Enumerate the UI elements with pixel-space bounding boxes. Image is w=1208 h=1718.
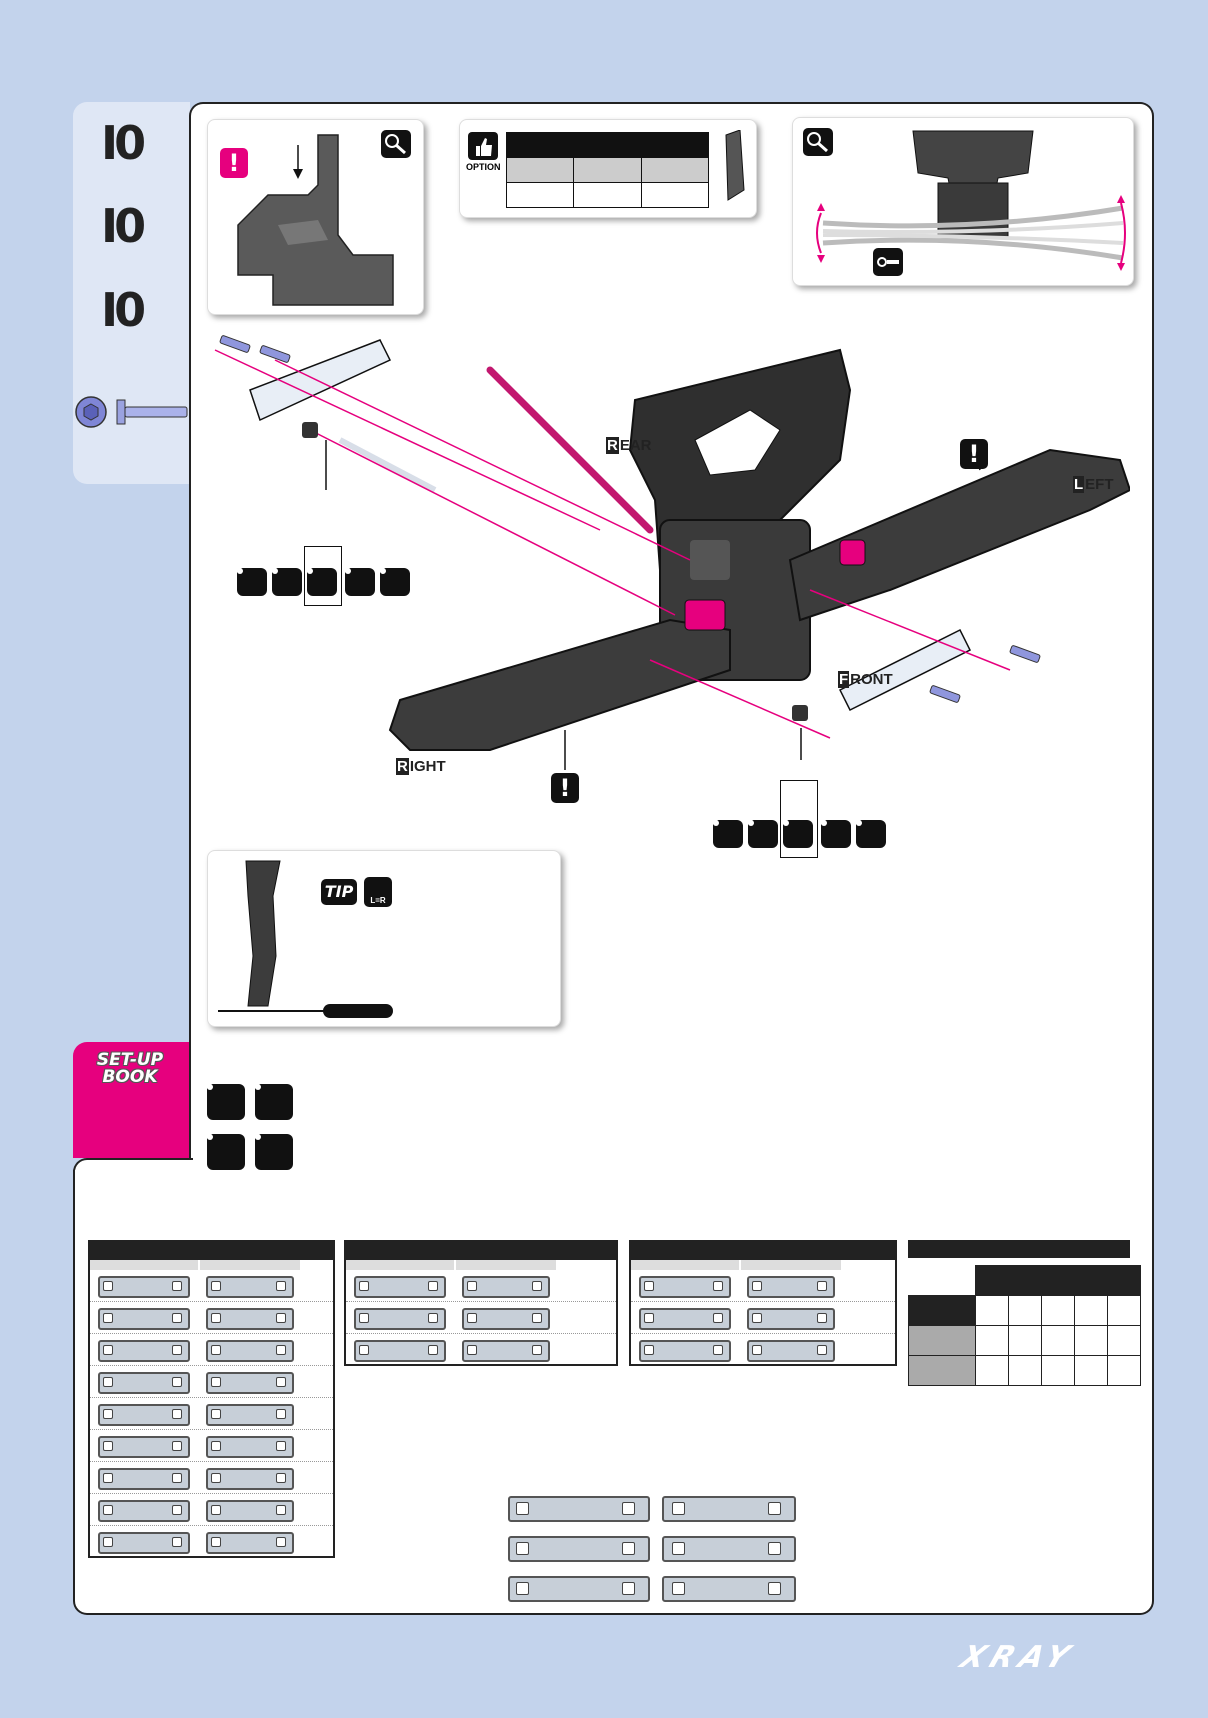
- arm-mount-block: [508, 1496, 650, 1522]
- warning-icon: !: [551, 773, 579, 803]
- settings-row: [631, 1302, 895, 1334]
- insert-position-tile: [237, 568, 267, 596]
- arm-mount-block: [462, 1340, 550, 1362]
- arm-mount-block: [639, 1340, 731, 1362]
- rear-insert-position-selector: [237, 566, 412, 600]
- setup-position-tile: [207, 1134, 245, 1170]
- settings-row: [90, 1462, 333, 1494]
- setup-position-tile: [255, 1084, 293, 1120]
- insert-position-tile: [380, 568, 410, 596]
- right-label-cap: R: [397, 758, 408, 775]
- shock-tower-card: [792, 117, 1134, 286]
- arm-mount-block: [354, 1308, 446, 1330]
- arm-mount-block: [639, 1308, 731, 1330]
- warning-icon: !: [960, 439, 988, 469]
- arm-mount-block: [354, 1276, 446, 1298]
- settings-row: [346, 1302, 616, 1334]
- arm-mount-block: [662, 1576, 796, 1602]
- left-label-cap: L: [1074, 476, 1084, 493]
- shock-tower-flex-illustration: [803, 123, 1128, 278]
- arm-mount-block: [206, 1532, 294, 1554]
- left-right-badge: L=R: [364, 877, 392, 907]
- thumbs-up-icon: [468, 132, 498, 160]
- tip-badge: TIP: [321, 879, 357, 905]
- arm-mount-settings-table-1: [88, 1240, 335, 1558]
- arm-mount-block: [206, 1308, 294, 1330]
- arm-tool-illustration: [218, 856, 398, 1021]
- torque-mark: I0: [101, 116, 143, 170]
- settings-row: [631, 1334, 895, 1365]
- settings-row: [90, 1526, 333, 1557]
- option-card: [459, 119, 757, 218]
- rear-label: [606, 437, 652, 454]
- insert-position-tile: [345, 568, 375, 596]
- arm-mount-block: [98, 1532, 190, 1554]
- arm-mount-block: [206, 1276, 294, 1298]
- arm-mount-block: [98, 1276, 190, 1298]
- settings-row: [90, 1430, 333, 1462]
- option-label: OPTION: [466, 162, 501, 172]
- insert-position-tile: [856, 820, 886, 848]
- settings-row: [90, 1334, 333, 1366]
- rear-label-text: EAR: [619, 437, 652, 454]
- xray-logo: XRAY: [955, 1640, 1081, 1675]
- option-part-illustration: [718, 130, 748, 205]
- settings-row: [90, 1398, 333, 1430]
- settings-row: [346, 1270, 616, 1302]
- detail-card-bulkhead: [207, 119, 424, 315]
- arm-mount-block: [98, 1308, 190, 1330]
- arm-mount-settings-table-3: [629, 1240, 897, 1366]
- tip-card: [207, 850, 561, 1027]
- left-label: [1073, 476, 1114, 493]
- arm-mount-block: [98, 1404, 190, 1426]
- front-label-cap: F: [839, 671, 849, 688]
- arm-mount-block: [354, 1340, 446, 1362]
- settings-row: [346, 1334, 616, 1365]
- torque-mark: I0: [101, 283, 143, 337]
- arm-mount-block: [508, 1536, 650, 1562]
- setup-position-tile: [207, 1084, 245, 1120]
- rear-label-cap: R: [607, 437, 618, 454]
- settings-grid: [908, 1265, 1141, 1386]
- insert-position-tile: [748, 820, 778, 848]
- sidebar: [73, 102, 190, 484]
- setup-book-line2: BOOK: [102, 1067, 158, 1087]
- right-label: [396, 758, 446, 775]
- arm-mount-block: [98, 1436, 190, 1458]
- arm-mount-block: [206, 1372, 294, 1394]
- front-label: [838, 671, 893, 688]
- settings-row: [90, 1366, 333, 1398]
- option-table: [506, 132, 709, 208]
- arm-mount-block: [508, 1576, 650, 1602]
- settings-grid-header: [908, 1240, 1130, 1258]
- torque-mark: I0: [101, 199, 143, 253]
- insert-position-tile: [821, 820, 851, 848]
- front-label-text: RONT: [850, 671, 893, 688]
- settings-row: [90, 1494, 333, 1526]
- setup-position-tile: [255, 1134, 293, 1170]
- arm-mount-block: [98, 1500, 190, 1522]
- arm-mount-block: [206, 1436, 294, 1458]
- arm-mount-block: [747, 1276, 835, 1298]
- arm-mount-block: [462, 1308, 550, 1330]
- arm-mount-block: [206, 1500, 294, 1522]
- setup-book-line1: SET-UP: [96, 1050, 164, 1070]
- arm-mount-block: [98, 1372, 190, 1394]
- left-label-text: EFT: [1085, 476, 1114, 493]
- arm-mount-block: [639, 1276, 731, 1298]
- arm-mount-block: [98, 1468, 190, 1490]
- screw-icon: [73, 392, 190, 432]
- front-insert-position-selector: [713, 818, 888, 852]
- settings-row: [631, 1270, 895, 1302]
- arm-mount-block: [98, 1340, 190, 1362]
- arm-mount-block: [747, 1308, 835, 1330]
- arm-mount-block: [662, 1536, 796, 1562]
- arm-mount-block: [462, 1276, 550, 1298]
- insert-position-tile: [713, 820, 743, 848]
- insert-position-tile: [272, 568, 302, 596]
- arm-mount-block: [206, 1468, 294, 1490]
- arm-mount-block: [662, 1496, 796, 1522]
- right-label-text: IGHT: [409, 758, 446, 775]
- arm-mount-block: [206, 1340, 294, 1362]
- setup-book-badge: [73, 1042, 190, 1158]
- settings-row: [90, 1270, 333, 1302]
- settings-row: [90, 1302, 333, 1334]
- arm-mount-settings-table-2: [344, 1240, 618, 1366]
- arm-mount-block: [206, 1404, 294, 1426]
- warning-icon: !: [220, 148, 248, 178]
- bulkhead-detail-illustration: [218, 125, 418, 310]
- arm-mount-block: [747, 1340, 835, 1362]
